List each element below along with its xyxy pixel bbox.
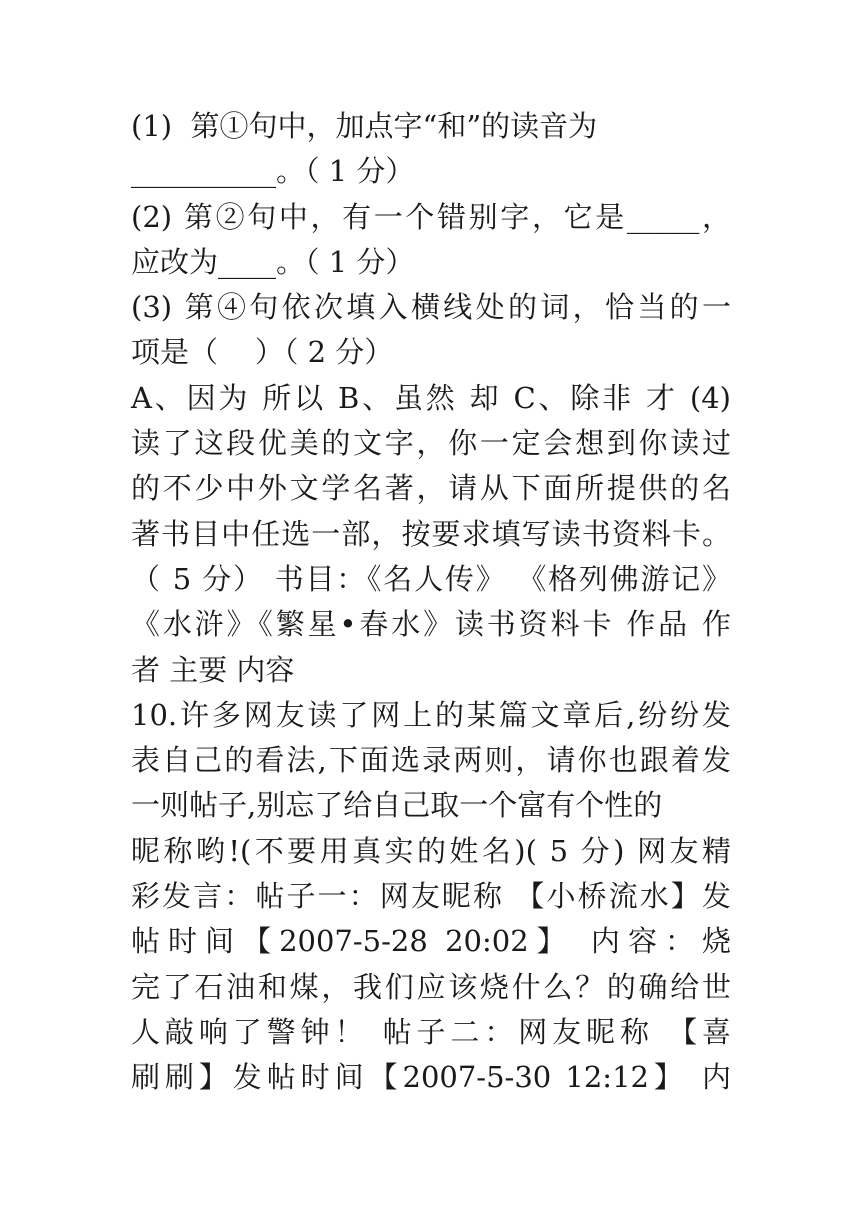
text-line: 帖时间【2007-5-28 20:02】 内容：烧 [131, 924, 731, 959]
text-line: 10.许多网友读了网上的某篇文章后,纷纷发 [131, 697, 731, 732]
text-line: 著书目中任选一部，按要求填写读书资料卡。 [131, 516, 731, 551]
text-line: 刷刷】发帖时间【2007-5-30 12:12】 内 [131, 1060, 731, 1095]
text-line: 人敲响了警钟！ 帖子二：网友昵称 【喜 [131, 1014, 731, 1049]
text-line: 一则帖子,别忘了给自己取一个富有个性的 [131, 788, 663, 823]
text-line: 的不少中外文学名著，请从下面所提供的名 [131, 471, 731, 506]
text-line: 《水浒》《繁星•春水》读书资料卡 作品 作 [131, 607, 731, 642]
text-line: 项是（ ）（ 2 分） [131, 335, 394, 370]
text-line: 昵称哟!(不要用真实的姓名)( 5 分) 网友精 [131, 833, 731, 868]
text-line: (3) 第④句依次填入横线处的词，恰当的一 [131, 290, 731, 325]
text-line: 表自己的看法,下面选录两则，请你也跟着发 [131, 743, 731, 778]
text-line: 应改为____。（ 1 分） [131, 244, 415, 279]
document-page [131, 104, 731, 1101]
text-line: （ 5 分） 书目：《名人传》 《格列佛游记》 [131, 561, 731, 596]
text-line: 彩发言：帖子一：网友昵称 【小桥流水】发 [131, 879, 731, 914]
text-line: 完了石油和煤，我们应该烧什么？的确给世 [131, 969, 731, 1004]
text-line: (2) 第②句中，有一个错别字，它是_____， [131, 199, 731, 234]
text-line: (1) 第①句中，加点字“和”的读音为 [131, 109, 598, 143]
text-line: A、因为 所以 B、虽然 却 C、除非 才 (4) [131, 380, 731, 415]
text-line: __________。（ 1 分） [131, 154, 415, 189]
text-line: 者 主要 内容 [131, 652, 295, 687]
text-line: 读了这段优美的文字，你一定会想到你读过 [131, 426, 731, 461]
